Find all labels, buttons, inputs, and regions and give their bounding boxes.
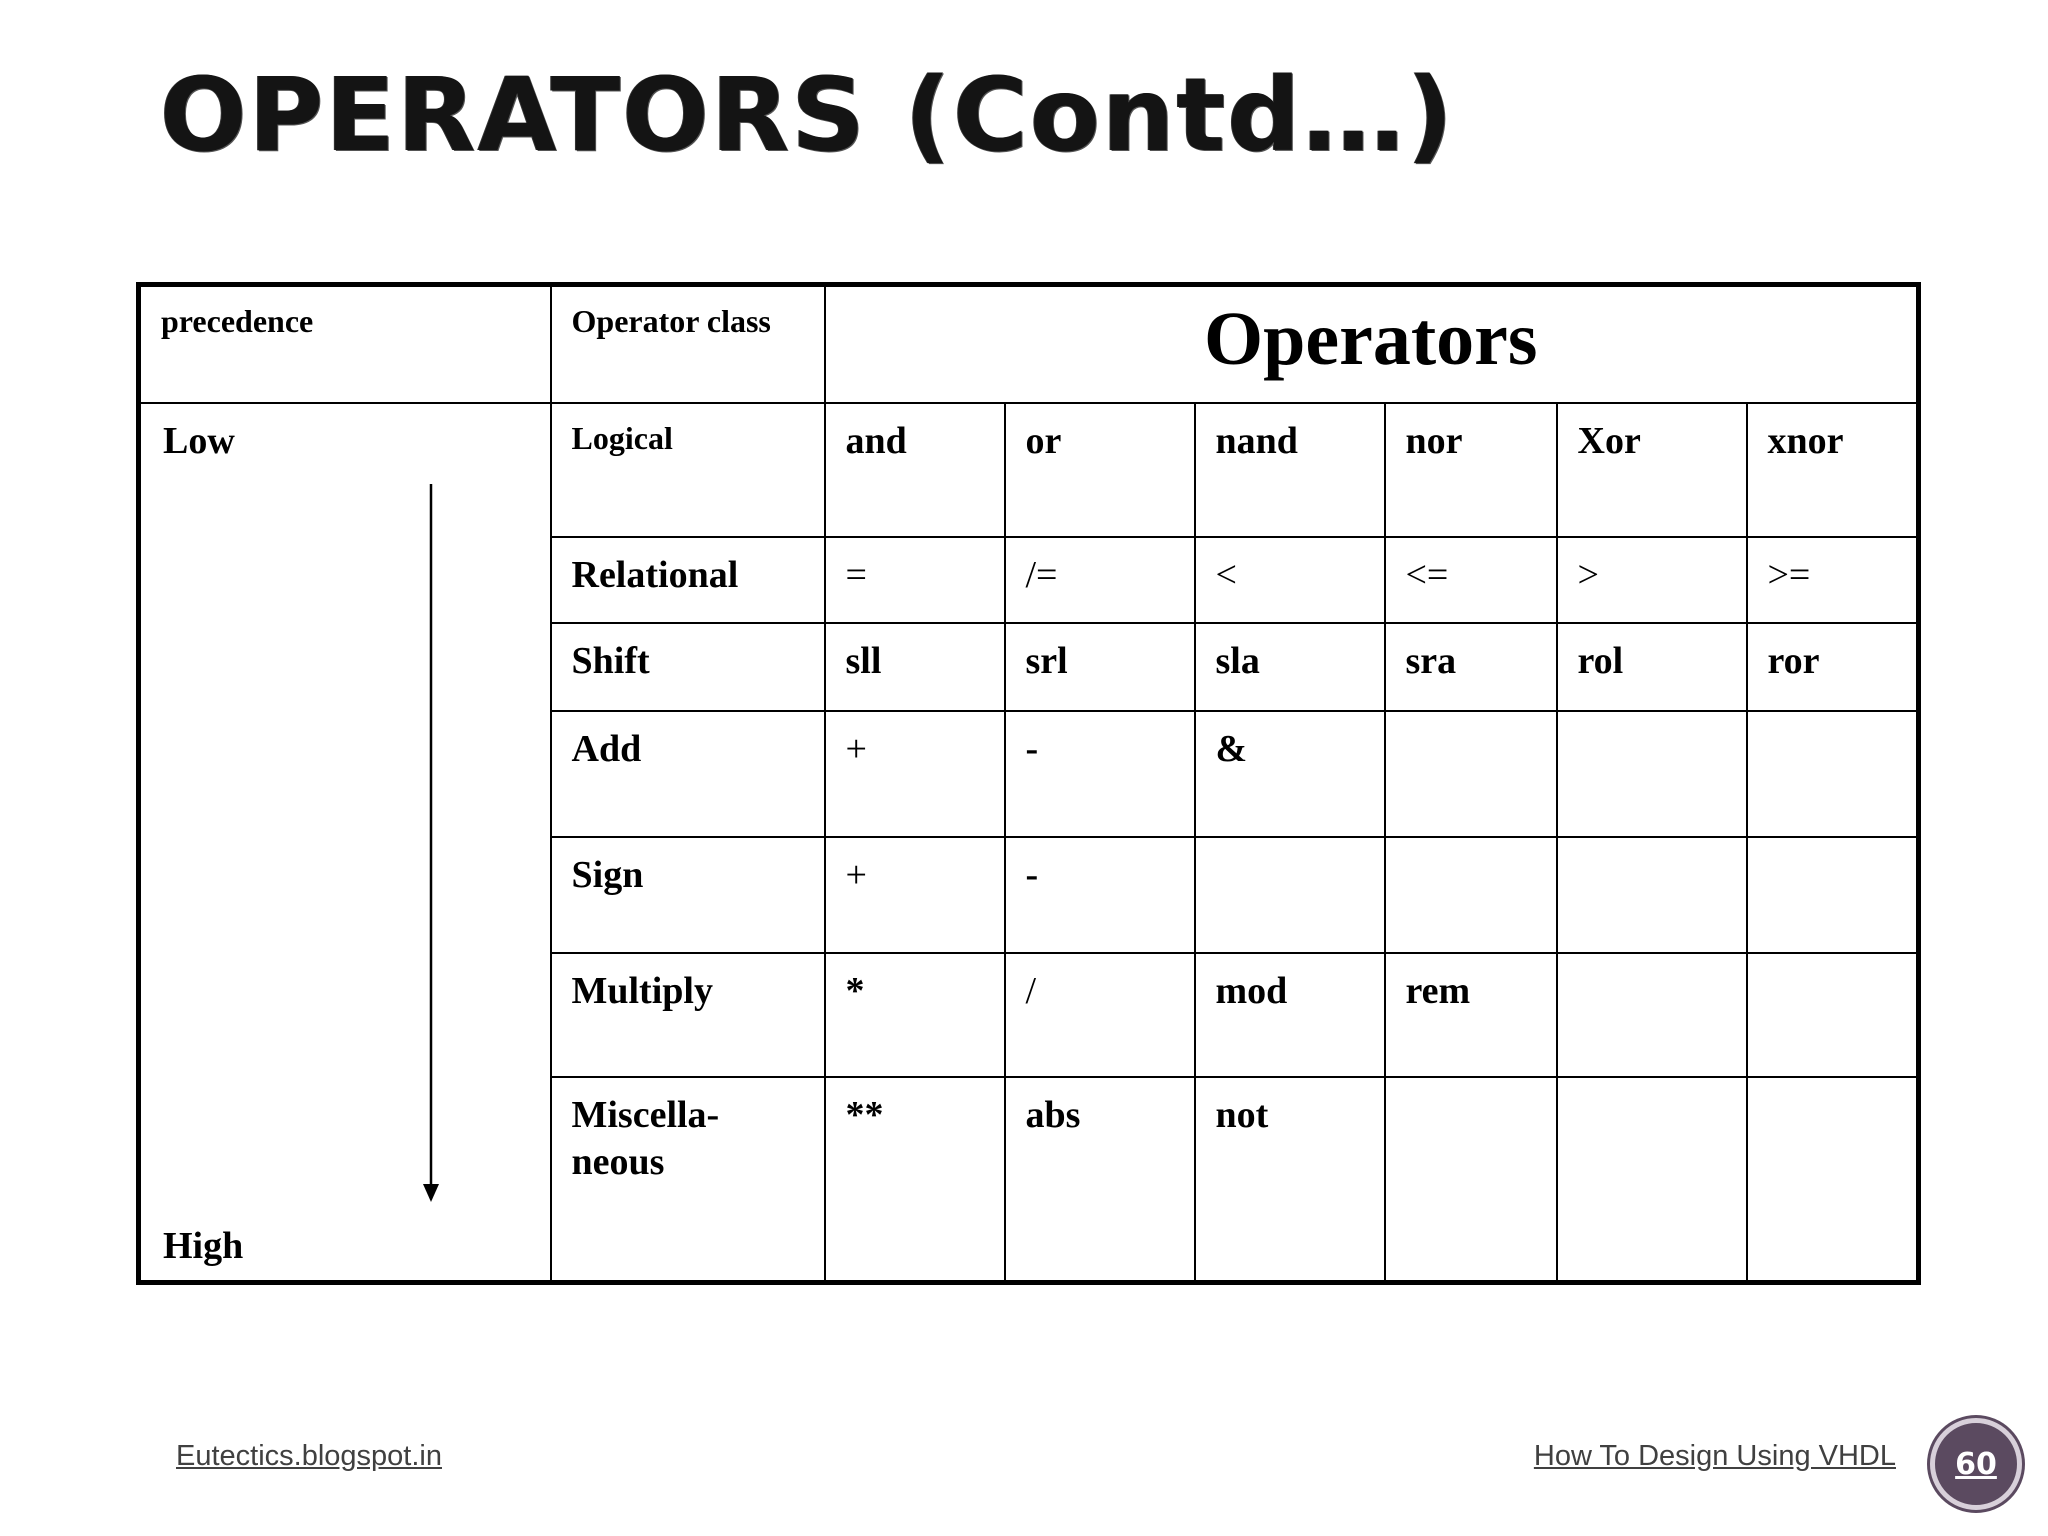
precedence-low-label: Low (163, 419, 235, 462)
class-cell: Relational (551, 537, 825, 623)
operator-cell: < (1195, 537, 1385, 623)
operator-cell: abs (1005, 1077, 1195, 1283)
operator-cell: nand (1195, 403, 1385, 537)
operator-cell: rem (1385, 953, 1557, 1077)
operator-cell (1557, 711, 1747, 837)
header-operators: Operators (825, 285, 1919, 403)
page-number: 60 (1955, 1446, 1997, 1482)
operator-cell: mod (1195, 953, 1385, 1077)
operator-cell: sll (825, 623, 1005, 711)
operator-cell: * (825, 953, 1005, 1077)
class-cell: Logical (551, 403, 825, 537)
operator-cell: Xor (1557, 403, 1747, 537)
operator-cell: sla (1195, 623, 1385, 711)
precedence-column (139, 403, 551, 1283)
operator-cell: > (1557, 537, 1747, 623)
operator-cell: ** (825, 1077, 1005, 1283)
operator-cell (1195, 837, 1385, 953)
operator-cell: xnor (1747, 403, 1919, 537)
class-cell: Miscella- neous (551, 1077, 825, 1283)
operator-cell: /= (1005, 537, 1195, 623)
down-arrow-icon (416, 484, 446, 1204)
footer-course-link[interactable]: How To Design Using VHDL (1533, 1440, 1896, 1472)
operator-cell: = (825, 537, 1005, 623)
header-precedence: precedence (139, 285, 551, 403)
operators-table (136, 282, 1921, 1285)
operator-cell: srl (1005, 623, 1195, 711)
operator-cell: nor (1385, 403, 1557, 537)
class-cell: Shift (551, 623, 825, 711)
precedence-high-label: High (163, 1224, 244, 1267)
operator-cell: and (825, 403, 1005, 537)
operator-cell: - (1005, 711, 1195, 837)
header-operator-class: Operator class (551, 285, 825, 403)
operator-cell: - (1005, 837, 1195, 953)
footer-blog-link[interactable]: Eutectics.blogspot.in (176, 1440, 442, 1472)
operator-cell: + (825, 711, 1005, 837)
operator-cell: >= (1747, 537, 1919, 623)
slide-title: OPERATORS (Contd…) (160, 56, 1456, 175)
operator-cell (1747, 711, 1919, 837)
operator-cell: not (1195, 1077, 1385, 1283)
operator-cell (1557, 1077, 1747, 1283)
class-cell: Add (551, 711, 825, 837)
page-number-badge (1930, 1418, 2022, 1510)
operator-cell: & (1195, 711, 1385, 837)
operator-cell (1747, 953, 1919, 1077)
operator-cell: rol (1557, 623, 1747, 711)
class-cell: Multiply (551, 953, 825, 1077)
operator-cell (1747, 1077, 1919, 1283)
operator-cell (1557, 953, 1747, 1077)
operator-cell (1385, 1077, 1557, 1283)
operator-cell: or (1005, 403, 1195, 537)
operator-cell: sra (1385, 623, 1557, 711)
operator-cell (1557, 837, 1747, 953)
operator-cell: ror (1747, 623, 1919, 711)
class-cell: Sign (551, 837, 825, 953)
operator-cell (1385, 711, 1557, 837)
operator-cell: <= (1385, 537, 1557, 623)
operator-cell: / (1005, 953, 1195, 1077)
operator-cell: + (825, 837, 1005, 953)
operator-cell (1747, 837, 1919, 953)
operator-cell (1385, 837, 1557, 953)
